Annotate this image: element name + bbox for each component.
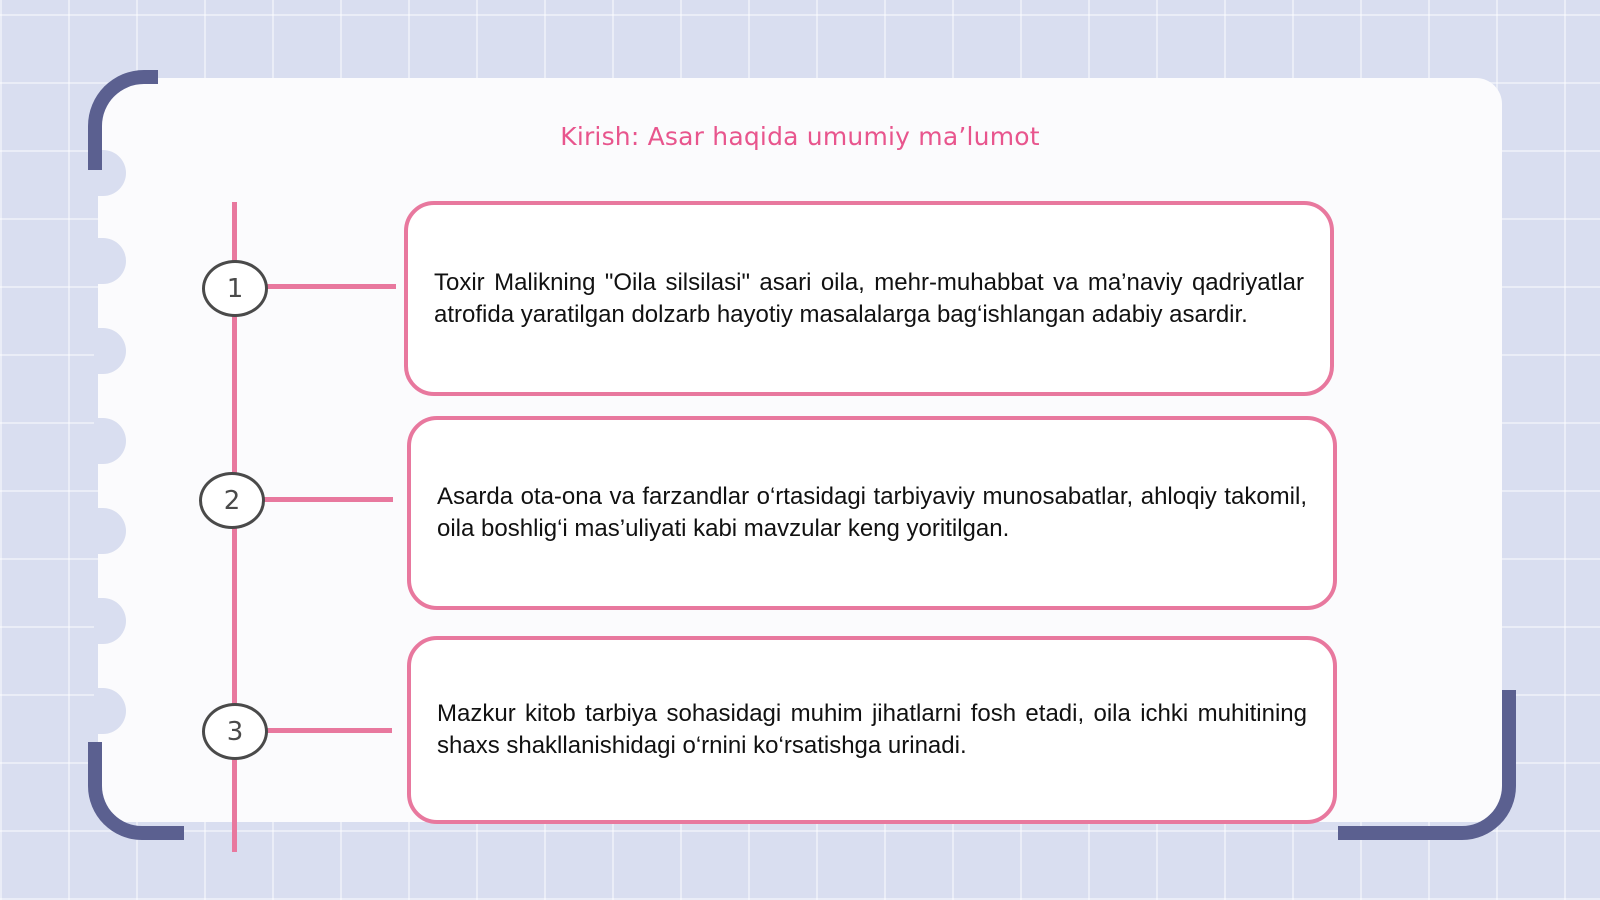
timeline-marker-2: 2: [199, 472, 265, 529]
timeline-marker-1: 1: [202, 260, 268, 317]
slide-title: Kirish: Asar haqida umumiy ma’lumot: [560, 122, 1040, 151]
corner-bracket-bottom-left: [88, 742, 184, 840]
timeline-marker-3: 3: [202, 703, 268, 760]
corner-bracket-top-left: [88, 70, 158, 170]
content-text-3: Mazkur kitob tarbiya sohasidagi muhim jihatlarni fosh etadi, oila ichki muhitining shaxs shakllanishidagi o‘rnini ko‘rsatishga urinadi.: [437, 700, 1307, 759]
content-box-1: [404, 201, 1334, 396]
timeline-connector-2: [261, 497, 393, 502]
corner-bracket-bottom-right: [1338, 690, 1516, 840]
timeline-connector-1: [264, 284, 396, 289]
content-box-3: [407, 636, 1337, 824]
content-box-2: [407, 416, 1337, 610]
content-text-2: Asarda ota-ona va farzandlar o‘rtasidagi tarbiyaviy munosabatlar, ahloqiy takomil, oila boshlig‘i mas’uliyati kabi mavzular keng yoritilgan.: [437, 483, 1307, 542]
timeline-connector-3: [264, 728, 392, 733]
content-text-1: Toxir Malikning "Oila silsilasi" asari oila, mehr-muhabbat va ma’naviy qadriyatlar atrofida yaratilgan dolzarb hayotiy masalalarga bag‘ishlangan adabiy asardir.: [434, 268, 1304, 328]
